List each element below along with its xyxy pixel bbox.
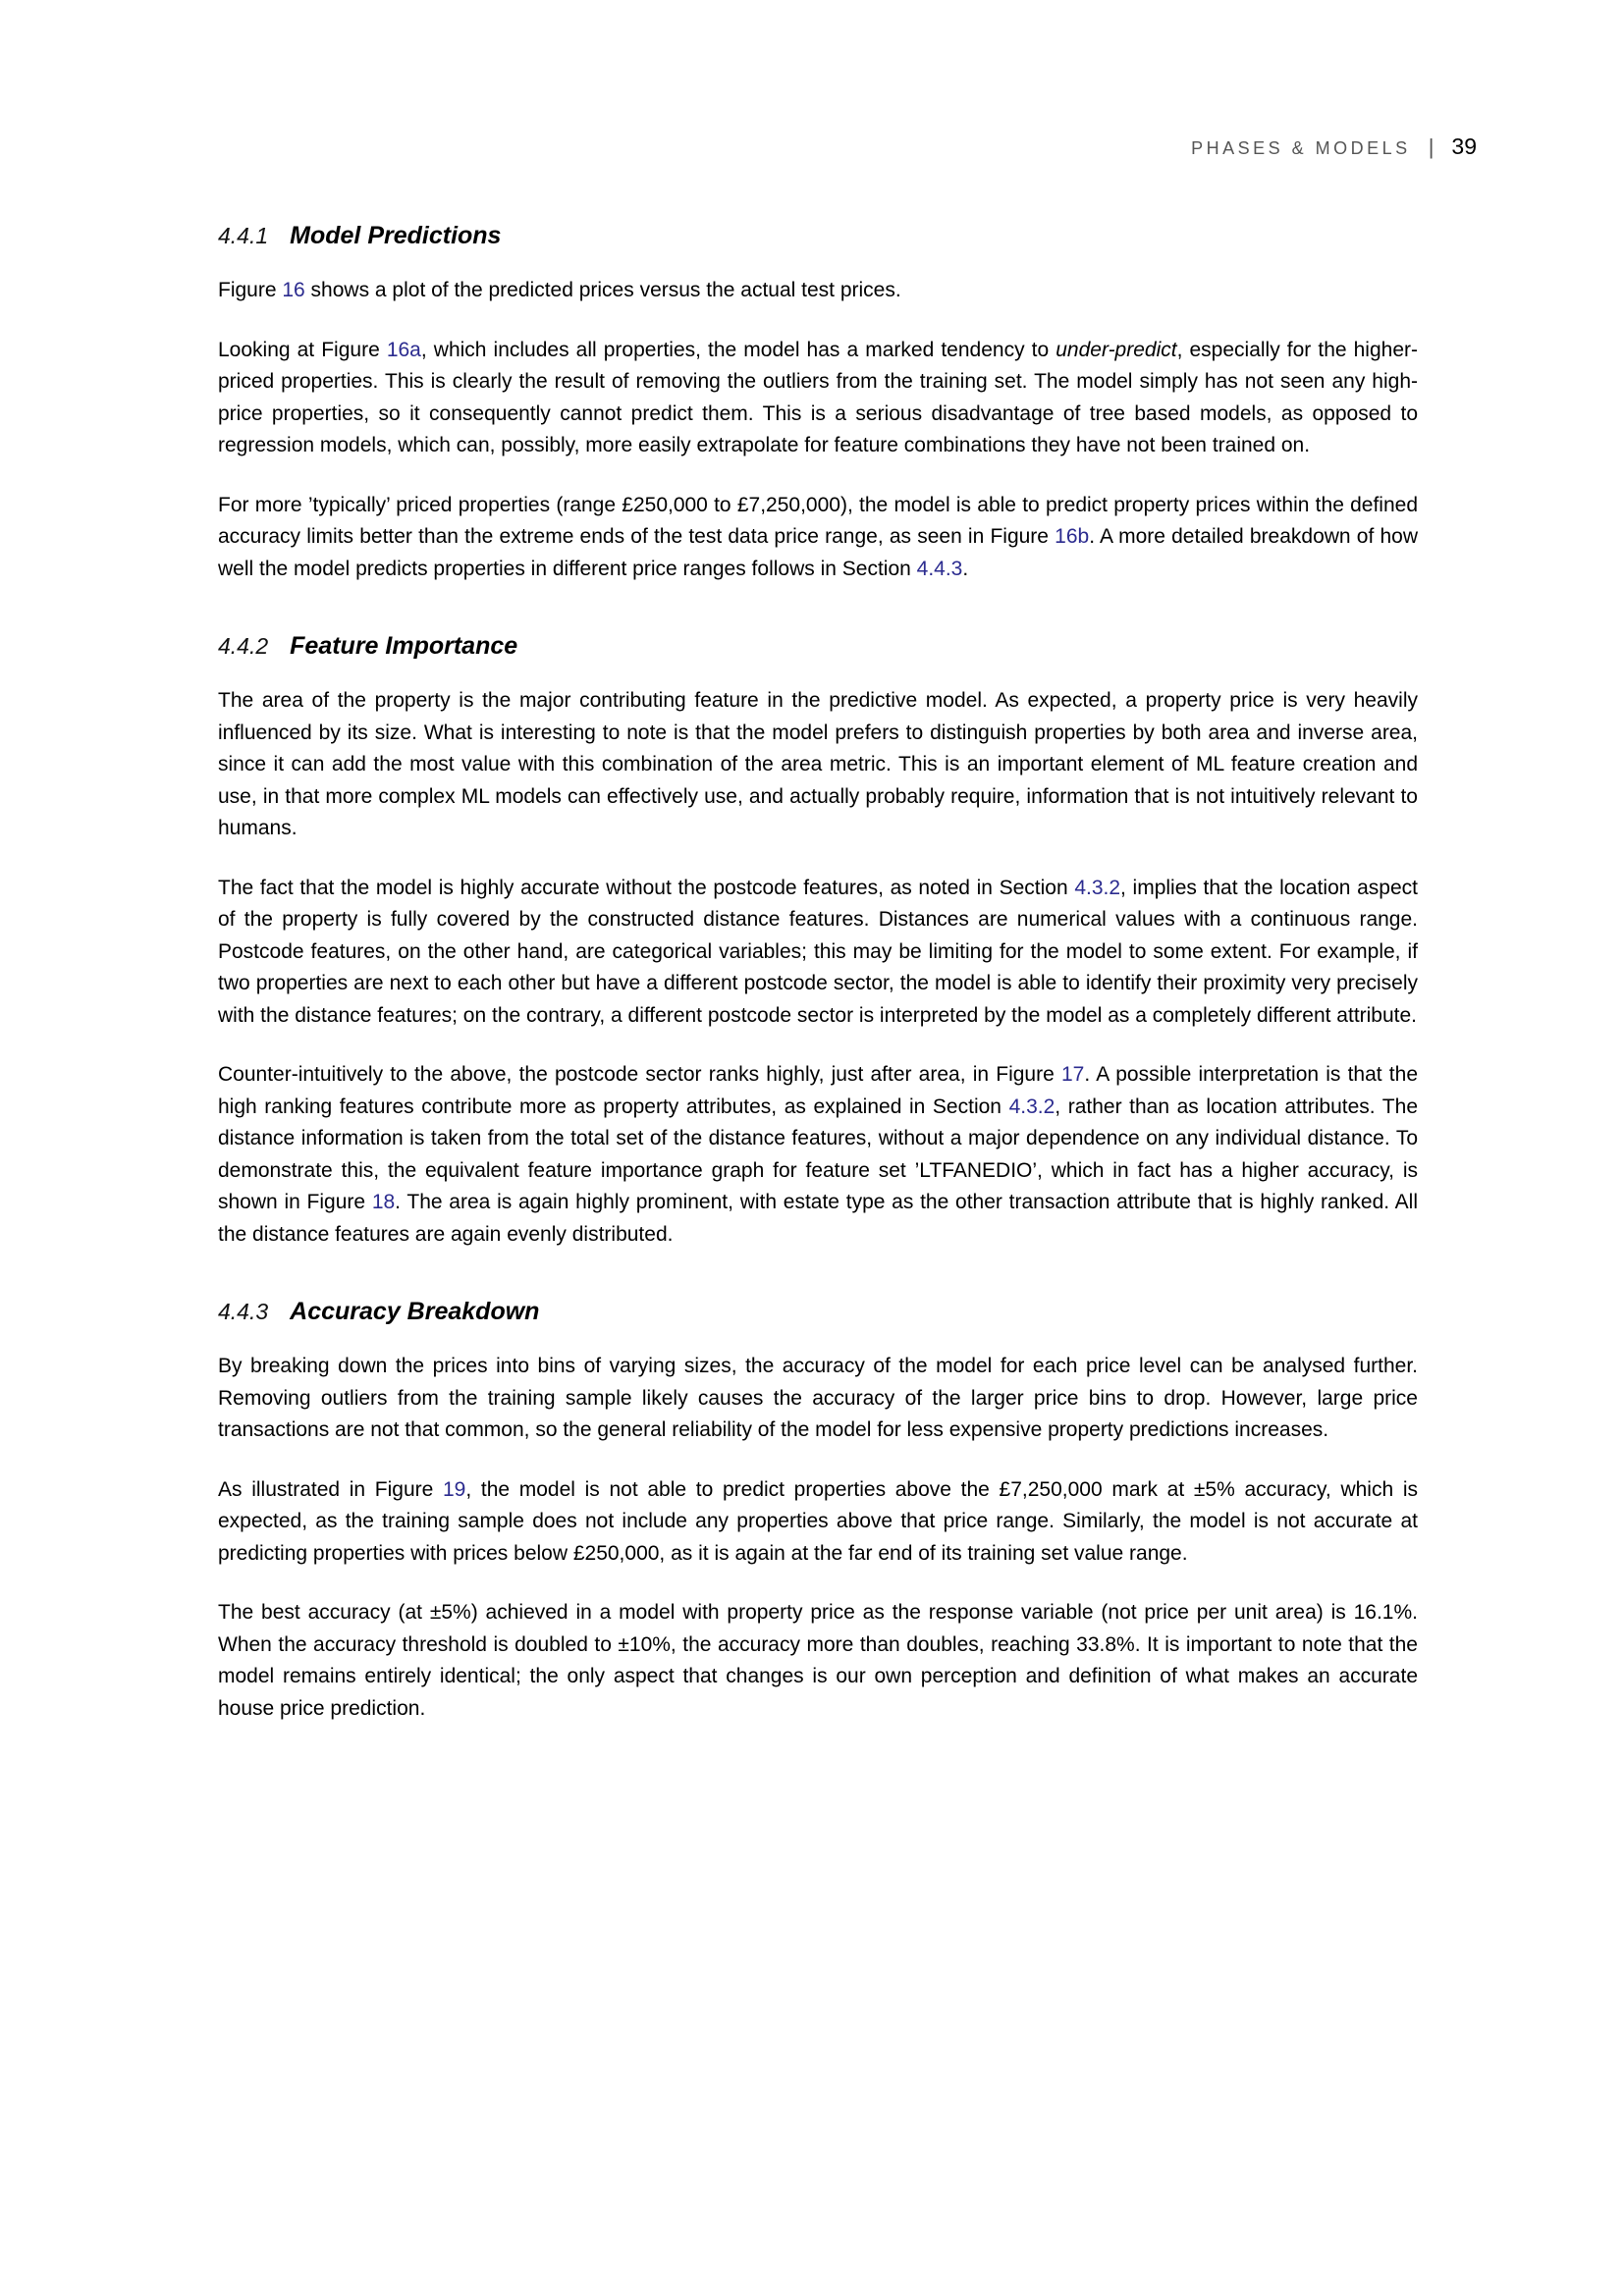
paragraph: Looking at Figure 16a, which includes all properties, the model has a marked tendency to under-predict, especially for the higher-priced properties. This is clearly the result of removing the outliers from the training set. The model simply has not seen any high-price properties, so it consequently cannot predict them. This is a serious disadvantage of tree based models, as opposed to regression models, which can, possibly, more easily extrapolate for feature combinations they have not been trained on.: [218, 338, 1418, 456]
paragraph: The best accuracy (at ±5%) achieved in a model with property price as the response variable (not price per unit area) is 16.1%. When the accuracy threshold is doubled to ±10%, the accuracy more than doubles, reaching 33.8%. It is important to note that the model remains entirely identical; the only aspect that changes is our own perception and definition of what makes an accurate house price prediction.: [218, 1601, 1418, 1720]
section-title: Accuracy Breakdown: [290, 1298, 540, 1325]
cross-reference-link[interactable]: 17: [1060, 1063, 1085, 1086]
section-paragraphs: [218, 275, 1418, 585]
section-number: 4.4.1: [218, 223, 269, 248]
cross-reference-link[interactable]: 16: [282, 279, 305, 301]
section-paragraphs: [218, 1351, 1418, 1725]
section-feature-importance: [218, 628, 1418, 1251]
paragraph: As illustrated in Figure 19, the model is not able to predict properties above the £7,250,000 mark at ±5% accuracy, which is expected, as the training sample does not include any properties above that price range. Similarly, the model is not accurate at predicting properties with prices below £250,000, as it is again at the far end of its training set value range.: [218, 1477, 1418, 1565]
page-number: 39: [1451, 133, 1477, 159]
section-heading: [218, 628, 1418, 664]
cross-reference-link[interactable]: 19: [443, 1477, 466, 1501]
cross-reference-link[interactable]: 16b: [1055, 525, 1090, 548]
paragraph: Figure 16 shows a plot of the predicted prices versus the actual test prices.: [218, 279, 901, 301]
running-header: [1191, 133, 1477, 160]
paragraph: The area of the property is the major contributing feature in the predictive model. As expected, a property price is very heavily influenced by its size. What is interesting to note is that the model prefers to distinguish properties by both area and inverse area, since it can add the most value with this combination of the area metric. This is an important element of ML feature creation and use, in that more complex ML models can effectively use, and actually probably require, information that is not intuitively relevant to humans.: [218, 689, 1418, 839]
section-number: 4.4.2: [218, 633, 269, 659]
section-number: 4.4.3: [218, 1299, 269, 1324]
cross-reference-link[interactable]: 4.3.2: [1008, 1095, 1056, 1118]
paragraph: For more ’typically’ priced properties (range £250,000 to £7,250,000), the model is able to predict property prices within the defined accuracy limits better than the extreme ends of the test data price range, as seen in Figure 16b. A more detailed breakdown of how well the model predicts properties in different price ranges follows in Section 4.4.3.: [218, 493, 1418, 580]
section-heading: [218, 218, 1418, 253]
section-heading: [218, 1294, 1418, 1329]
section-paragraphs: [218, 685, 1418, 1251]
paragraph: By breaking down the prices into bins of varying sizes, the accuracy of the model for each price level can be analysed further. Removing outliers from the training sample likely causes the accuracy of the larger price bins to drop. However, large price transactions are not that common, so the general reliability of the model for less expensive property predictions increases.: [218, 1355, 1418, 1441]
section-title: Model Predictions: [290, 222, 502, 249]
emphasis: under-predict: [1056, 338, 1177, 361]
cross-reference-link[interactable]: 4.3.2: [1074, 876, 1121, 899]
body-text: [218, 218, 1418, 1768]
cross-reference-link[interactable]: 4.4.3: [916, 557, 963, 580]
running-title: PHASES & MODELS: [1191, 138, 1411, 158]
cross-reference-link[interactable]: 16a: [386, 338, 421, 361]
paragraph: The fact that the model is highly accurate without the postcode features, as noted in Section 4.3.2, implies that the location aspect of the property is fully covered by the constructed distance features. Distances are numerical values with a continuous range. Postcode features, on the other hand, are categorical variables; this may be limiting for the model to some extent. For example, if two properties are next to each other but have a different postcode sector, the model is able to identify their proximity very precisely with the distance features; on the contrary, a different postcode sector is interpreted by the model as a completely different attribute.: [218, 876, 1418, 1027]
section-title: Feature Importance: [290, 632, 518, 660]
paragraph: Counter-intuitively to the above, the postcode sector ranks highly, just after area, in Figure 17. A possible interpretation is that the high ranking features contribute more as property attributes, as explained in Section 4.3.2, rather than as location attributes. The distance information is taken from the total set of the distance features, without a major dependence on any individual distance. To demonstrate this, the equivalent feature importance graph for feature set ’LTFANEDIO’, which in fact has a higher accuracy, is shown in Figure 18. The area is again highly prominent, with estate type as the other transaction attribute that is highly ranked. All the distance features are again evenly distributed.: [218, 1063, 1419, 1246]
section-model-predictions: [218, 218, 1418, 585]
header-separator: |: [1428, 134, 1435, 159]
section-accuracy-breakdown: [218, 1294, 1418, 1725]
cross-reference-link[interactable]: 18: [371, 1191, 396, 1213]
